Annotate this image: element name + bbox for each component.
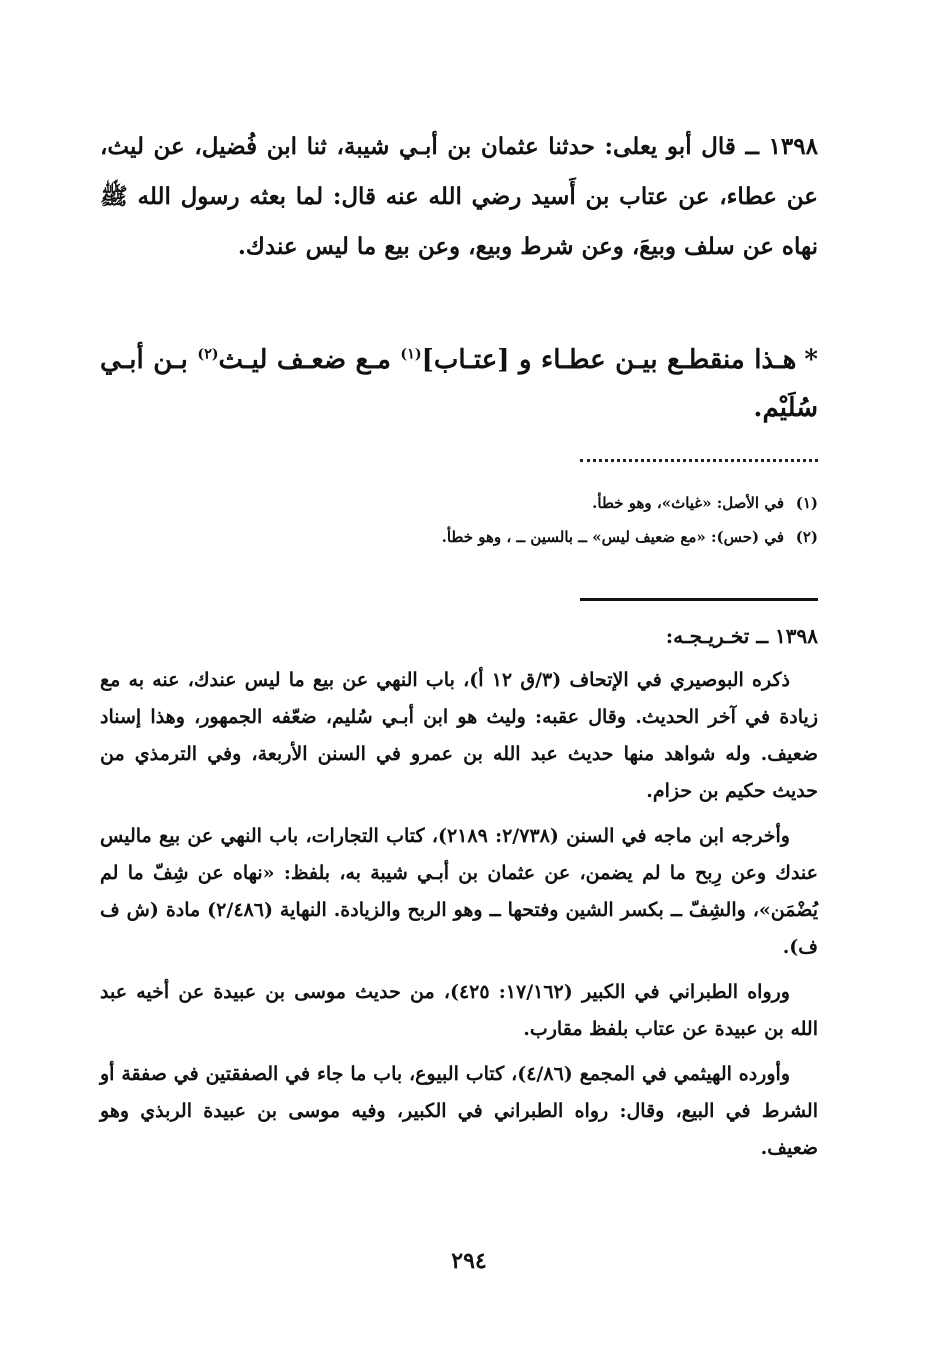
footnote-2 [100,520,818,554]
footnote-1-text: في الأصل: «غياث»، وهو خطأ. [592,494,784,512]
footnote-ref-2: (٢) [197,346,219,363]
takhrij-paragraph-3: ورواه الطبراني في الكبير (١٧/١٦٢: ٤٢٥)، من حديث موسى بن عبيدة عن أخيه عبد الله بن عبيدة عن عتاب بلفظ مقارب. [100,981,818,1040]
commentary-block [100,336,818,432]
section-separator [580,598,818,601]
footnote-dotted-divider [580,459,818,462]
takhrij-paragraph-2: وأخرجه ابن ماجه في السنن (٢/٧٣٨: ٢١٨٩)، كتاب التجارات، باب النهي عن بيع ماليس عندك وعن رِبح ما لم يضمن، عن عثمان بن أبـي شيبة به، بلفظ: «نهاه عن شِفّ ما لم يُضْمَن»، والشِفّ ــ بكسر الشين وفتحها ــ وهو الربح والزيادة. النهاية (٢/٤٨٦) مادة (ش ف ف). [100,825,818,958]
page-number: ٢٩٤ [451,1248,487,1274]
footnote-2-number: (٢) [795,528,818,546]
hadith-text-block [100,122,818,272]
footnote-ref-1: (١) [400,346,422,363]
footnote-2-text: في (حس): «مع ضعيف ليس» ــ بالسين ــ ، وهو خطأ. [441,528,784,546]
footnotes [100,486,818,554]
takhrij-paragraph-1: ذكره البوصيري في الإتحاف (٣/ق ١٢ أ)، باب النهي عن بيع ما ليس عندك، عنه به مع زيادة في آخر الحديث. وقال عقبه: وليث هو ابن أبـي سُليم، ضعّفه الجمهور، وهذا إسناد ضعيف. وله شواهد منها حديث عبد الله بن عمرو في السنن الأربعة، وفي الترمذي من حديث حكيم بن حزام. [100,669,818,802]
footnote-1 [100,486,818,520]
commentary-part-1: هـذا منقطـع بيـن عطـاء و [عتـاب] [421,345,797,375]
takhrij-paragraph-4: وأورده الهيثمي في المجمع (٤/٨٦)، كتاب البيوع، باب ما جاء في الصفقتين في صفقة أو الشرط في البيع، وقال: رواه الطبراني في الكبير، وفيه موسى بن عبيدة الربذي وهو ضعيف. [100,1063,818,1159]
takhrij-section [100,662,818,1175]
commentary-part-2: مـع ضعـف ليـث [218,345,401,375]
asterisk-bullet: * [804,345,819,375]
footnote-1-number: (١) [795,494,818,512]
commentary-text [100,336,818,432]
takhrij-heading: ١٣٩٨ ــ تخـريـجـه: [665,624,818,648]
commentary-part-3: بـن أبـي سُلَيْم. [100,345,818,423]
hadith-text: ١٣٩٨ ــ قال أبو يعلى: حدثنا عثمان بن أبـي شيبة، ثنا ابن فُضيل، عن ليث، عن عطاء، عن عتاب بن أَسيد رضي الله عنه قال: لما بعثه رسول الله ﷺ نهاه عن سلف وبيعَ، وعن شرط وبيع، وعن بيع ما ليس عندك. [100,133,818,260]
